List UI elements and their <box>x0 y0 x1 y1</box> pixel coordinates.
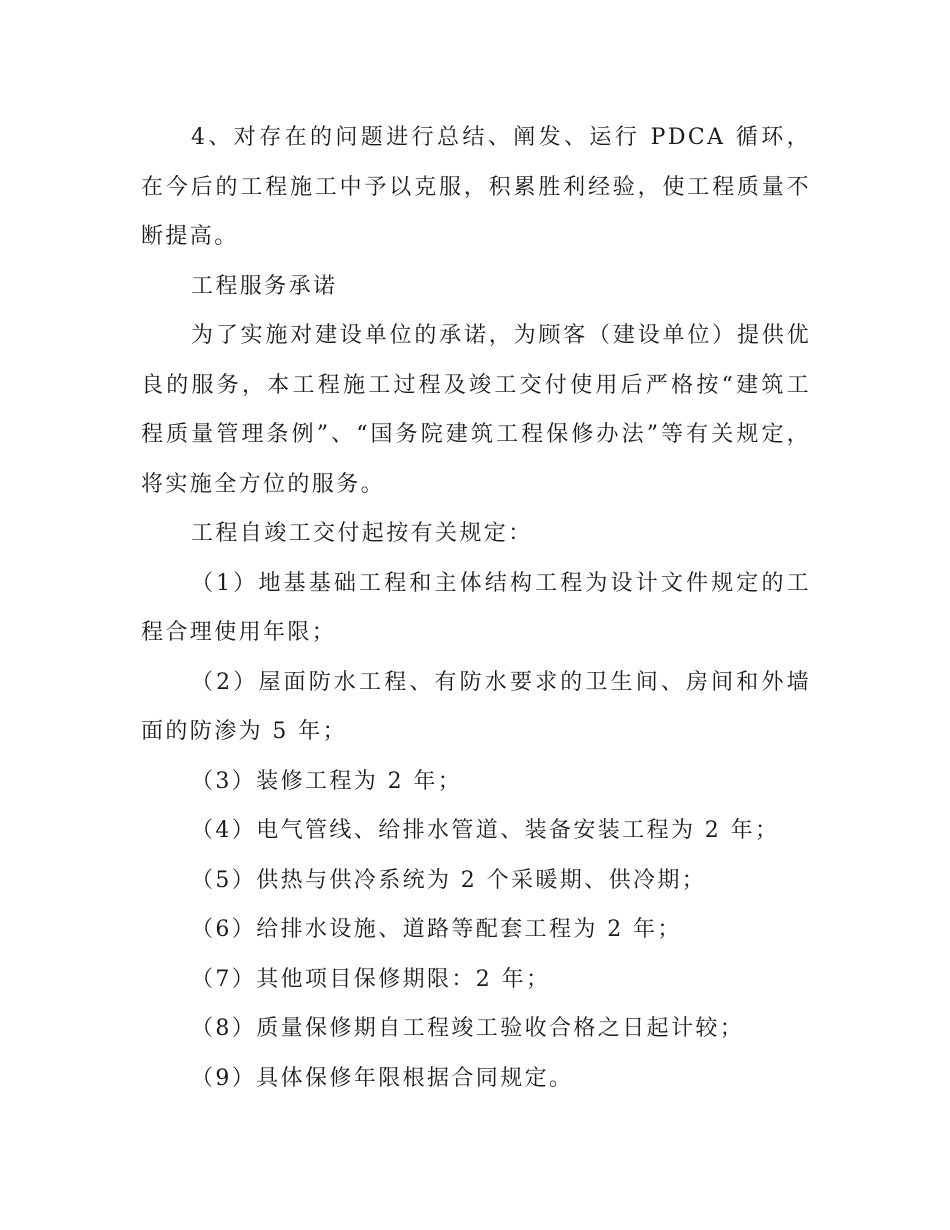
list-item-warranty-7: （7）其他项目保修期限：2 年； <box>191 966 551 992</box>
list-item-warranty-8: （8）质量保修期自工程竣工验收合格之日起计较； <box>191 1016 745 1041</box>
paragraph-pdca-summary: 4、对存在的问题进行总结、阐发、运行 PDCA 循环，在今后的工程施工中予以克服，积累胜利经验，使工程质量不断提高。 <box>141 125 811 249</box>
document-body <box>141 113 811 1103</box>
list-item-warranty-2: （2）屋面防水工程、有防水要求的卫生间、房间和外墙面的防渗为 5 年； <box>141 669 811 744</box>
list-item-warranty-4: （4）电气管线、给排水管道、装备安装工程为 2 年； <box>191 818 780 843</box>
list-item-warranty-6: （6）给排水设施、道路等配套工程为 2 年； <box>191 917 682 942</box>
list-item-warranty-5: （5）供热与供冷系统为 2 个采暖期、供冷期； <box>191 867 707 893</box>
paragraph-warranty-intro: 工程自竣工交付起按有关规定： <box>191 521 533 546</box>
list-item-warranty-3: （3）装修工程为 2 年； <box>191 768 463 794</box>
list-item-warranty-1: （1）地基基础工程和主体结构工程为设计文件规定的工程合理使用年限； <box>141 570 811 645</box>
list-item-warranty-9: （9）具体保修年限根据合同规定。 <box>191 1065 574 1091</box>
paragraph-service-commitment: 为了实施对建设单位的承诺，为顾客（建设单位）提供优良的服务，本工程施工过程及竣工交付使用后严格按“建筑工程质量管理条例”、“国务院建筑工程保修办法”等有关规定，将实施全方位的服务。 <box>141 323 811 497</box>
section-heading-service-promise: 工程服务承诺 <box>191 273 338 299</box>
